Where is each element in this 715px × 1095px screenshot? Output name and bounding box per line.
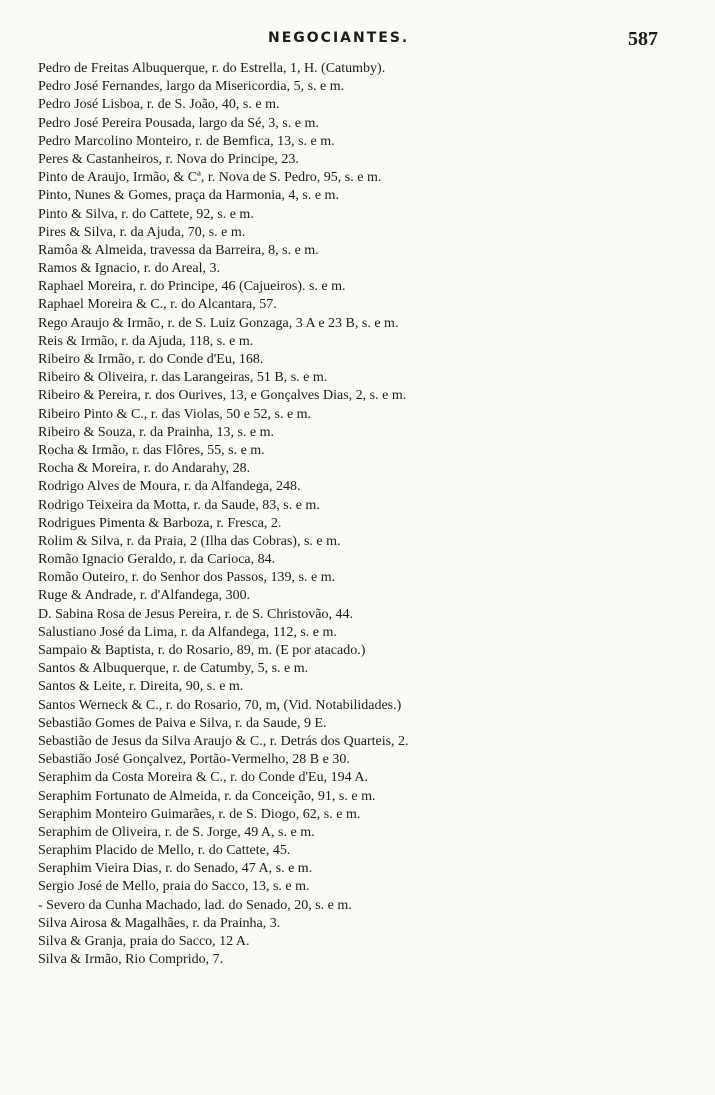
page-number: 587 [628,28,658,50]
merchant-entry: Ruge & Andrade, r. d'Alfandega, 300. [38,588,251,604]
merchant-entry: Raphael Moreira, r. do Principe, 46 (Cajueiros). s. e m. [38,279,346,295]
merchant-entry: - Severo da Cunha Machado, lad. do Senado, 20, s. e m. [38,897,352,913]
merchant-entry: Santos & Albuquerque, r. de Catumby, 5, s. e m. [38,661,309,677]
merchant-entry: Silva & Granja, praia do Sacco, 12 A. [38,934,250,949]
merchant-entry: Pinto de Araujo, Irmão, & Cª, r. Nova de S. Pedro, 95, s. e m. [38,170,382,186]
merchant-entry: Sebastião Gomes de Paiva e Silva, r. da Saude, 9 E. [38,715,327,731]
page-header [0,30,715,52]
merchant-entry: Rolim & Silva, r. da Praia, 2 (Ilha das Cobras), s. e m. [38,533,341,549]
merchant-entry: Ramôa & Almeida, travessa da Barreira, 8, s. e m. [38,242,319,258]
merchant-entry: Peres & Castanheiros, r. Nova do Principe, 23. [38,151,299,167]
merchant-list [38,60,703,969]
merchant-entry: Sebastião José Gonçalvez, Portão-Vermelho, 28 B e 30. [38,752,350,768]
merchant-entry: Ribeiro & Oliveira, r. das Larangeiras, 51 B, s. e m. [38,370,328,386]
merchant-entry: Reis & Irmão, r. da Ajuda, 118, s. e m. [38,333,254,349]
merchant-entry: Seraphim Fortunato de Almeida, r. da Conceição, 91, s. e m. [38,788,376,804]
merchant-entry: Ribeiro & Irmão, r. do Conde d'Eu, 168. [38,352,264,367]
merchant-entry: Pedro de Freitas Albuquerque, r. do Estrella, 1, H. (Catumby). [38,61,386,76]
merchant-entry: Romão Ignacio Geraldo, r. da Carioca, 84. [38,552,276,568]
merchant-entry: Romão Outeiro, r. do Senhor dos Passos, 139, s. e m. [38,570,336,586]
merchant-entry: Rego Araujo & Irmão, r. de S. Luiz Gonzaga, 3 A e 23 B, s. e m. [38,315,399,331]
merchant-entry: Santos Werneck & C., r. do Rosario, 70, m, (Vid. Notabilidades.) [38,697,402,713]
merchant-entry: Rocha & Irmão, r. das Flôres, 55, s. e m. [38,442,265,458]
merchant-entry: Sampaio & Baptista, r. do Rosario, 89, m. (E por atacado.) [38,643,366,658]
merchant-entry: Seraphim de Oliveira, r. de S. Jorge, 49 A, s. e m. [38,824,315,840]
section-title: NEGOCIANTES. [268,30,410,46]
merchant-entry: Sebastião de Jesus da Silva Araujo & C., r. Detrás dos Quarteis, 2. [38,733,409,749]
merchant-entry: Rodrigo Alves de Moura, r. da Alfandega, 248. [38,479,301,495]
merchant-entry: Silva Airosa & Magalhães, r. da Prainha, 3. [38,915,281,931]
merchant-entry: Pedro José Pereira Pousada, largo da Sé, 3, s. e m. [38,115,319,131]
merchant-entry: Pedro Marcolino Monteiro, r. de Bemfica, 13, s. e m. [38,133,335,149]
merchant-entry: Ribeiro & Souza, r. da Prainha, 13, s. e m. [38,424,275,440]
merchant-entry: Santos & Leite, r. Direita, 90, s. e m. [38,679,244,695]
merchant-entry: Seraphim Monteiro Guimarães, r. de S. Diogo, 62, s. e m. [38,806,361,822]
merchant-entry: Pires & Silva, r. da Ajuda, 70, s. e m. [38,224,246,240]
merchant-entry: Pinto & Silva, r. do Cattete, 92, s. e m. [38,206,254,222]
merchant-entry: Sergio José de Mello, praia do Sacco, 13, s. e m. [38,879,310,895]
merchant-entry: Silva & Irmão, Rio Comprido, 7. [38,952,224,968]
merchant-entry: Raphael Moreira & C., r. do Alcantara, 57. [38,297,277,313]
merchant-entry: Rocha & Moreira, r. do Andarahy, 28. [38,461,251,477]
merchant-entry: Ribeiro & Pereira, r. dos Ourives, 13, e Gonçalves Dias, 2, s. e m. [38,388,407,404]
merchant-entry: Seraphim Vieira Dias, r. do Senado, 47 A, s. e m. [38,861,313,877]
merchant-entry: D. Sabina Rosa de Jesus Pereira, r. de S. Christovão, 44. [38,606,353,622]
merchant-entry: Ribeiro Pinto & C., r. das Violas, 50 e 52, s. e m. [38,406,312,422]
merchant-entry: Pedro José Lisboa, r. de S. João, 40, s. e m. [38,97,280,113]
merchant-entry: Pinto, Nunes & Gomes, praça da Harmonia, 4, s. e m. [38,188,339,204]
merchant-entry: Seraphim da Costa Moreira & C., r. do Conde d'Eu, 194 A. [38,770,368,786]
merchant-entry: Rodrigo Teixeira da Motta, r. da Saude, 83, s. e m. [38,497,320,513]
merchant-entry: Ramos & Ignacio, r. do Areal, 3. [38,261,220,277]
merchant-entry: Rodrigues Pimenta & Barboza, r. Fresca, 2. [38,515,282,531]
merchant-entry: Salustiano José da Lima, r. da Alfandega, 112, s. e m. [38,624,337,640]
merchant-entry: Seraphim Placido de Mello, r. do Cattete, 45. [38,843,291,859]
merchant-entry: Pedro José Fernandes, largo da Misericordia, 5, s. e m. [38,79,345,95]
